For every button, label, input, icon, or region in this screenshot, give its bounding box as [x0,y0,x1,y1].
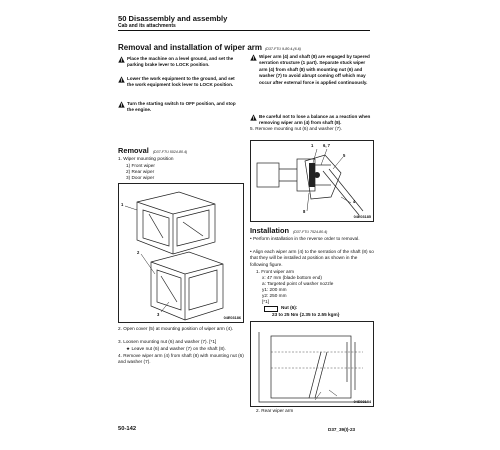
step-3-note-text: Leave nut (6) and washer (7) on the shaft (8). [131,346,226,351]
spec-line: a: Targeted point of washer nozzle [262,281,334,286]
step-4: 4. Remove wiper arm (4) from shaft (8) with mounting nut (6) and washer (7). [118,353,244,365]
bullet-icon: • [250,249,253,254]
fig-callout: 8 [303,209,306,214]
fig-callout: 5 [343,153,346,158]
warning-icon [118,56,125,63]
note-icon: ★ [126,346,132,351]
warning-4-text: Wiper arm (4) and shaft (8) are engaged by tapered serration structure (1 part). Separate stuck wiper arm (4) from shaft (8) with mounting nut (6) and washer (7) to avoid abrupt coming off which may occur after external force is applied continuously. [259,54,370,85]
chapter-title: 50 Disassembly and assembly [118,14,228,23]
wiper-position-figure [250,321,374,407]
step-5: 5. Remove mounting nut (6) and washer (7). [250,126,342,131]
installation-title [250,226,327,235]
torque-value: 23 to 25 Nm {2.35 to 2.55 kgm} [272,312,340,317]
page-number: 50-142 [118,426,137,432]
installation-title-text: Installation [250,226,290,235]
warning-5-text: Be careful not to lose a balance as a reaction when removing wiper arm (4) from shaft (8). [259,114,371,126]
removal-title [118,146,187,155]
install-bullet-2-text: Align each wiper arm (4) to the serration of the shaft (8) so that they will be installed at position as shown in the following figure. [250,249,374,267]
spec-line: [*1] [262,299,270,304]
fig-callout: 1 [121,202,124,207]
chapter-subtitle: Cab and its attachments [118,23,176,29]
step-1-item: 3) Door wiper [126,175,155,180]
removal-title-text: Removal [118,146,149,155]
section-title [118,43,301,52]
section-code: (D37-FTU 9-80.4-(6-6) [265,47,301,51]
step-1-item: 2) Rear wiper [126,169,155,174]
step-1-item: 1) Front wiper [126,163,155,168]
header-rule [118,30,370,31]
figure-code: 04E03186 [223,316,241,320]
warning-5 [250,114,374,127]
nut-label: Nut (6): [281,305,298,310]
figure-code: 04E03185 [353,215,371,219]
fig-callout: 3 [157,312,160,317]
model-code: D37_39(I)-23 [328,427,356,432]
fig-callout: 1 [311,143,314,148]
warning-icon [250,54,257,61]
section-title-text: Removal and installation of wiper arm [118,43,263,52]
warning-3-text: Turn the starting switch to OFF position, and stop the engine. [127,101,236,113]
cab-figure [118,183,244,323]
wiper-position-drawing [251,322,375,408]
rear-wiper-label: 2. Rear wiper arm [256,408,294,413]
step-1: 1. Wiper mounting position [118,156,174,161]
removal-code: (D37-FTU 5024-80.4) [152,150,188,154]
shaft-figure [250,140,374,222]
fig-callout: 6, 7 [323,143,330,148]
spec-line: x: 47 mm (blade bottom end) [262,275,322,280]
install-bullet-1-text: Perform installation in the reverse order to removal. [252,236,360,241]
warning-3 [118,101,242,114]
warning-1-text: Place the machine on a level ground, and set the parking brake lever to LOCK position. [127,56,234,68]
spec-line: y1: 200 mm [262,287,287,292]
warning-2 [118,76,242,89]
step-2: 2. Open cover (5) at mounting position of wiper arm (4). [118,326,234,331]
figure-code: 04E03184 [353,400,371,404]
front-wiper-title: 1. Front wiper arm [256,269,295,274]
step-3-note [126,346,244,352]
warning-icon [118,76,125,83]
warning-4 [250,54,374,86]
shaft-drawing [251,141,375,223]
install-bullet-1 [250,236,376,242]
installation-code: (D37-FTU 7524-80.4) [293,230,328,234]
warning-icon [118,101,125,108]
warning-1 [118,56,242,69]
warning-icon [250,114,257,121]
step-3: 3. Loosen mounting nut (6) and washer (7). [*1] [118,339,217,344]
spec-line: y2: 250 mm [262,293,287,298]
bullet-icon: • [250,236,253,241]
install-bullet-2 [250,249,376,268]
fig-callout: 4 [353,199,356,204]
fig-callout: 2 [137,250,140,255]
warning-2-text: Lower the work equipment to the ground, and set the work equipment lock lever to LOCK position. [127,76,235,88]
